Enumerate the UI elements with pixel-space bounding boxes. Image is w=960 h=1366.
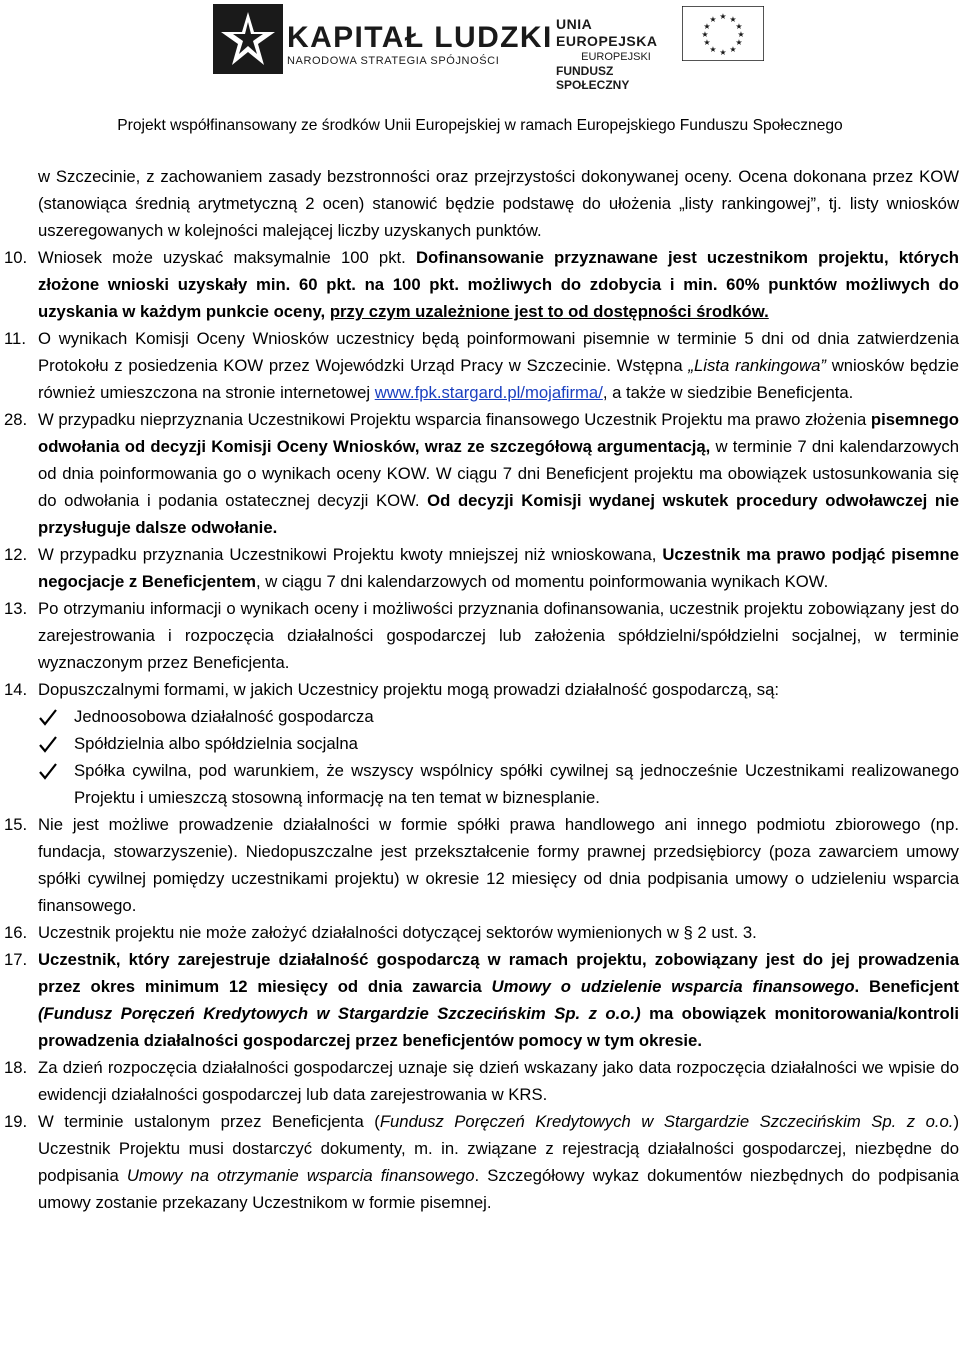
svg-text:★: ★ [703,38,711,47]
document-body [4,163,960,1216]
svg-text:★: ★ [701,30,709,39]
list-item-number: 13. [4,599,28,618]
list-item-number: 16. [4,923,28,942]
project-funding-line: Projekt współfinansowany ze środków Unii Europejskiej w ramach Europejskiego Funduszu Społecznego [117,117,843,134]
list-item [4,1054,959,1108]
svg-text:★: ★ [737,30,745,39]
logo-subtitle: NARODOWA STRATEGIA SPÓJNOŚCI [287,55,500,67]
list-item [4,595,959,676]
list-item-text: Po otrzymaniu informacji o wynikach oceny i możliwości przyznania dofinansowania, uczestnik projektu zobowiązany jest do zarejestrowania i rozpoczęcia działalności gospodarczej lub założenia spółdzielni/spółdzielni socjalnej, w terminie wyznaczonym przez Beneficjenta. [38,599,959,672]
list-item-number: 17. [4,950,28,969]
eu-logo-text [556,16,676,92]
logo-title: KAPITAŁ LUDZKI [287,21,553,54]
checklist [38,703,959,811]
list-item-text: Uczestnik projektu nie może założyć działalności dotyczącej sektorów wymienionych w § 2 ust. 3. [38,923,757,942]
eu-logo-line2: EUROPEJSKI [581,51,651,63]
list-item-number: 14. [4,680,28,699]
list-item [4,244,959,325]
svg-text:★: ★ [735,22,743,31]
list-item [4,919,959,946]
page-header [0,0,960,140]
list-item-text: Dopuszczalnymi formami, w jakich Uczestnicy projektu mogą prowadzi działalność gospodarczą, są: [38,680,780,699]
list-item-number: 19. [4,1112,28,1131]
checkmark-icon [38,757,58,784]
eu-logo-line1: UNIA EUROPEJSKA [556,16,658,49]
svg-text:★: ★ [719,48,727,57]
list-item-text: Za dzień rozpoczęcia działalności gospodarczej uznaje się dzień wskazany jako data rozpoczęcia działalności we wpisie do ewidencji działalności gospodarczej lub data zarejestrowania w KRS. [38,1058,959,1104]
list-item [4,676,959,811]
svg-text:★: ★ [709,15,717,24]
checkmark-icon [38,730,58,757]
list-item-text: Wniosek może uzyskać maksymalnie 100 pkt. Dofinansowanie przyznawane jest uczestnikom projektu, których złożone wnioski uzyskały min. 60 pkt. na 100 pkt. możliwych do zdobycia i min. 60% punktów możliwych do uzyskania w każdym punkcie oceny, przy czym uzależnione jest to od dostępności środków. [38,248,959,321]
eu-flag-icon [682,6,764,61]
svg-text:★: ★ [735,38,743,47]
checklist-item [38,703,959,730]
list-item [4,325,960,406]
kapital-ludzki-logo [287,22,553,67]
list-item-text: W przypadku nieprzyznania Uczestnikowi Projektu wsparcia finansowego Uczestnik Projektu ma prawo złożenia pisemnego odwołania od decyzji Komisji Oceny Wniosków, wraz ze szczegółową argumentacją, w terminie 7 dni kalendarzowych od dnia poinformowania go o wynikach oceny KOW. W ciągu 7 dni Beneficjent projektu ma obowiązek ustosunkowania się do odwołania i podania ostatecznej decyzji KOW. Od decyzji Komisji wydanej wskutek procedury odwoławczej nie przysługuje dalsze odwołanie. [38,410,960,537]
list-item-number: 18. [4,1058,28,1077]
list-item-number: 15. [4,815,28,834]
list-item-number: 11. [4,329,26,348]
checklist-item-text: Jednoosobowa działalność gospodarcza [74,707,374,726]
website-link[interactable]: www.fpk.stargard.pl/mojafirma/ [374,383,603,402]
list-item-number: 10. [4,248,28,267]
numbered-list [4,244,960,1216]
svg-text:★: ★ [709,45,717,54]
kapital-ludzki-logo-icon [213,4,283,74]
list-item-text: Uczestnik, który zarejestruje działalność gospodarczą w ramach projektu, zobowiązany jest do jej prowadzenia przez okres minimum 12 miesięcy od dnia zawarcia Umowy o udzielenie wsparcia finansowego. Beneficjent (Fundusz Poręczeń Kredytowych w Stargardzie Szczecińskim Sp. z o.o.) ma obowiązek monitorowania/kontroli prowadzenia działalności gospodarczej przez beneficjentów pomocy w tym okresie. [38,950,959,1050]
intro-paragraph: w Szczecinie, z zachowaniem zasady bezstronności oraz przejrzystości dokonywanej oceny. Ocena dokonana przez KOW (stanowiąca średnią arytmetyczną 2 ocen) stanowić będzie podstawę do ułożenia „listy rankingowej”, tj. listy wniosków uszeregowanych w kolejności malejącej liczby uzyskanych punktów. [38,167,959,240]
checkmark-icon [38,703,58,730]
svg-text:★: ★ [703,22,711,31]
list-item-number: 12. [4,545,28,564]
checklist-item [38,730,959,757]
list-item-number: 28. [4,410,28,429]
list-item [4,811,959,919]
checklist-item-text: Spółka cywilna, pod warunkiem, że wszyscy wspólnicy spółki cywilnej są jednocześnie Uczestnikami realizowanego Projektu i umieszczą stosowną informację na ten temat w biznesplanie. [74,761,959,807]
list-item [4,541,959,595]
svg-text:★: ★ [719,12,727,21]
list-item [4,406,960,541]
checklist-item [38,757,959,811]
list-item [4,946,959,1054]
svg-text:★: ★ [729,15,737,24]
list-item-text: W terminie ustalonym przez Beneficjenta (Fundusz Poręczeń Kredytowych w Stargardzie Szczecińskim Sp. z o.o.) Uczestnik Projektu musi dostarczyć dokumenty, m. in. związane z rejestracją działalności gospodarczej, niezbędne do podpisania Umowy na otrzymanie wsparcia finansowego. Szczegółowy wykaz dokumentów niezbędnych do podpisania umowy zostanie przekazany Uczestnikom w formie pisemnej. [38,1112,959,1212]
list-item-text: W przypadku przyznania Uczestnikowi Projektu kwoty mniejszej niż wnioskowana, Uczestnik ma prawo podjąć pisemne negocjacje z Beneficjentem, w ciągu 7 dni kalendarzowych od momentu poinformowania wynikach KOW. [38,545,959,591]
eu-logo-line3: FUNDUSZ SPOŁECZNY [556,64,630,92]
list-item-text: Nie jest możliwe prowadzenie działalności w formie spółki prawa handlowego ani innego podmiotu zbiorowego (np. fundacja, stowarzyszenie). Niedopuszczalne jest przekształcenie formy prawnej przedsiębiorcy (poza zawarciem umowy spółki cywilnej pomiędzy uczestnikami projektu) w okresie 12 miesięcy od dnia podpisania umowy o udzieleniu wsparcia finansowego. [38,815,959,915]
list-item [4,1108,959,1216]
svg-text:★: ★ [729,45,737,54]
list-item-text: O wynikach Komisji Oceny Wniosków uczestnicy będą poinformowani pisemnie w terminie 5 dni od dnia zatwierdzenia Protokołu z posiedzenia KOW przez Wojewódzki Urząd Pracy w Szczecinie. Wstępna „Lista rankingowa” wniosków będzie również umieszczona na stronie internetowej www.fpk.stargard.pl/mojafirma/, a także w siedzibie Beneficjenta. [38,329,960,402]
checklist-item-text: Spółdzielnia albo spółdzielnia socjalna [74,734,358,753]
